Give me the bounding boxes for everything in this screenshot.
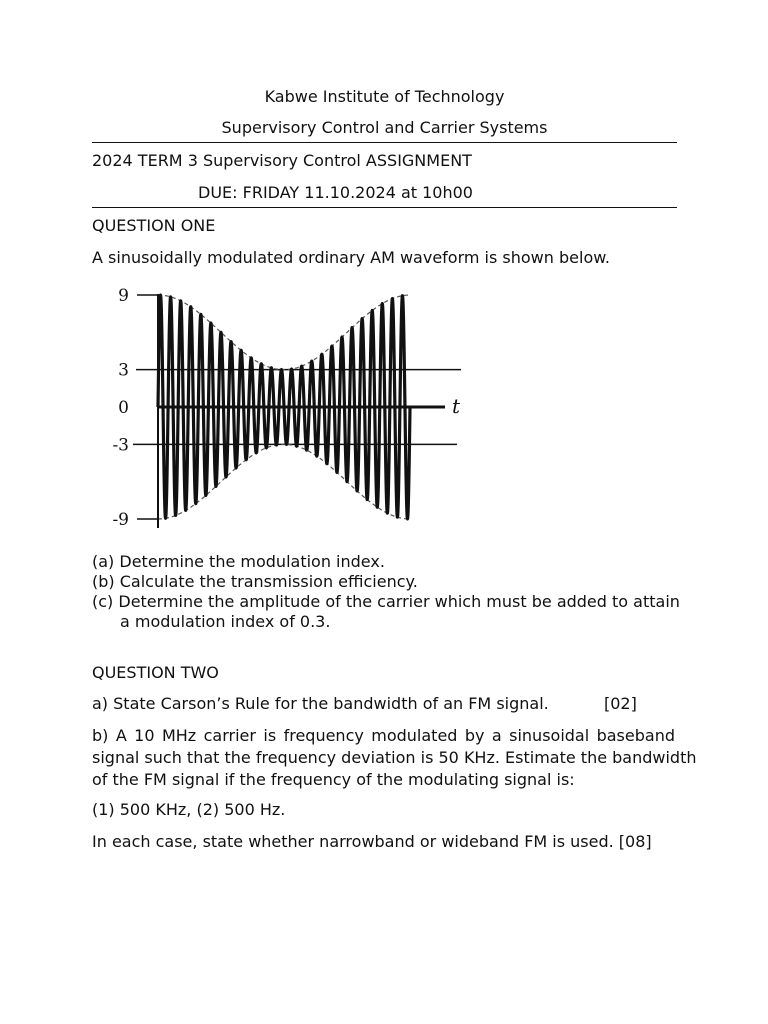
question-two-heading: QUESTION TWO [92,663,219,682]
question-two-cases: (1) 500 KHz, (2) 500 Hz. [92,800,286,819]
course-title: Supervisory Control and Carrier Systems [221,118,548,137]
am-waveform-chart [100,276,480,544]
assignment-title: 2024 TERM 3 Supervisory Control ASSIGNMENT [92,151,472,170]
question-two-part-b-line-1: b) A 10 MHz carrier is frequency modulated by a sinusoidal baseband [92,726,675,745]
question-one-part-c: (c) Determine the amplitude of the carrier which must be added to attain [92,592,680,611]
question-two-part-a-marks: [02] [604,694,637,713]
question-one-heading: QUESTION ONE [92,216,216,235]
y-tick-label: 0 [118,398,129,418]
question-one-part-b: (b) Calculate the transmission efficiency. [92,572,418,591]
question-one-intro: A sinusoidally modulated ordinary AM waveform is shown below. [92,248,610,267]
question-two-part-b-line-2: signal such that the frequency deviation is 50 KHz. Estimate the bandwidth [92,748,697,767]
x-axis-label: t [452,394,461,418]
question-one-part-c-continued: a modulation index of 0.3. [120,612,331,631]
question-two-part-b-line-3: of the FM signal if the frequency of the modulating signal is: [92,770,575,789]
question-two-final: In each case, state whether narrowband or wideband FM is used. [08] [92,832,652,851]
am-waveform-figure [100,276,480,544]
header-divider-top [92,142,677,143]
y-tick-label: 9 [118,286,129,307]
header-divider-bottom [92,207,677,208]
question-two-part-a: a) State Carson’s Rule for the bandwidth of an FM signal. [92,694,549,713]
question-one-part-a: (a) Determine the modulation index. [92,552,385,571]
institution-title: Kabwe Institute of Technology [264,87,505,106]
y-tick-label: -3 [112,435,129,456]
due-date: DUE: FRIDAY 11.10.2024 at 10h00 [198,183,473,202]
y-tick-label: 3 [118,360,129,381]
y-tick-label: -9 [112,509,129,530]
